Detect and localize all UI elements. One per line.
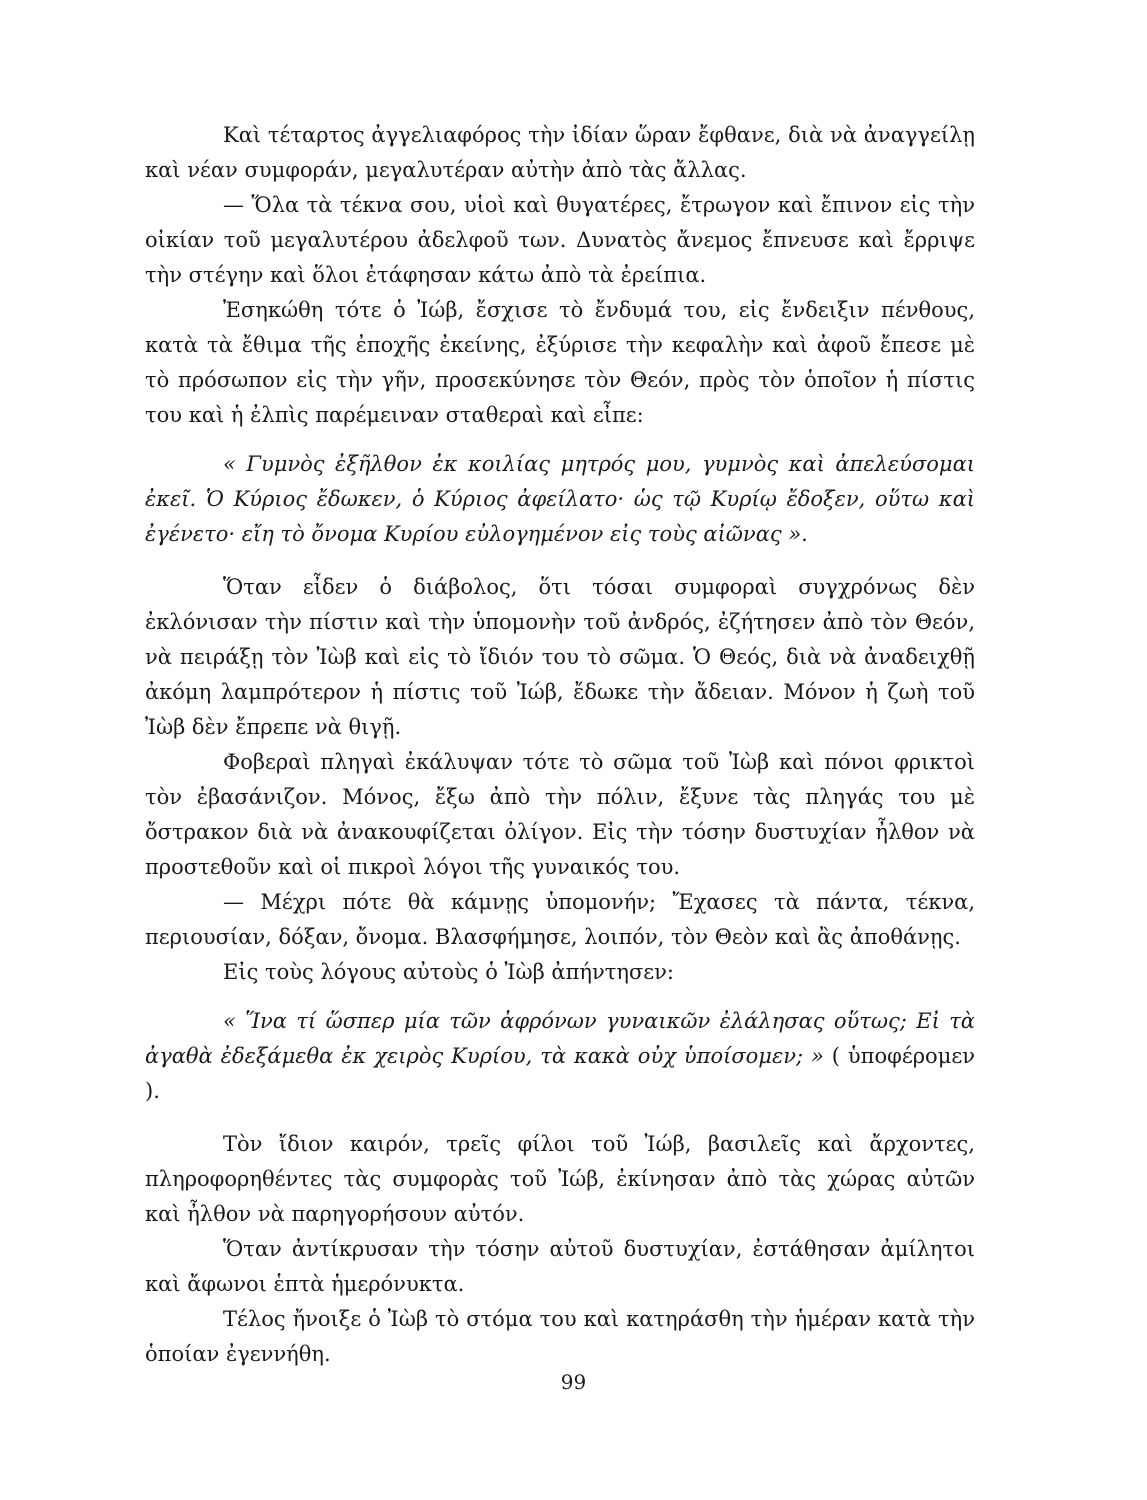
paragraph-7: Εἰς τοὺς λόγους αὐτοὺς ὁ Ἰὼβ ἀπήντησεν:	[223, 960, 675, 984]
page-number: 99	[560, 1370, 587, 1394]
paragraph-1: Καὶ τέταρτος ἀγγελιαφόρος τὴν ἰδίαν ὥραν ἔφθανε, διὰ νὰ ἀναγγείλῃ καὶ νέαν συμφοράν, μεγαλυτέραν αὐτὴν ἀπὸ τὰς ἄλλας.	[145, 123, 975, 182]
quote-2-paragraph	[145, 1004, 975, 1109]
page-body	[145, 118, 975, 1372]
paragraph-3: Ἐσηκώθη τότε ὁ Ἰώβ, ἔσχισε τὸ ἔνδυμά του, εἰς ἔνδειξιν πένθους, κατὰ τὰ ἔθιμα τῆς ἐποχῆς ἐκείνης, ἐξύρισε τὴν κεφαλὴν καὶ ἀφοῦ ἔπεσε μὲ τὸ πρόσωπον εἰς τὴν γῆν, προσεκύνησε τὸν Θεόν, πρὸς τὸν ὁποῖον ἡ πίστις του καὶ ἡ ἐλπὶς παρέμειναν σταθεραὶ καὶ εἶπε:	[145, 298, 975, 427]
paragraph-2: — Ὅλα τὰ τέκνα σου, υἱοὶ καὶ θυγατέρες, ἔτρωγον καὶ ἔπινον εἰς τὴν οἰκίαν τοῦ μεγαλυτέρου ἀδελφοῦ των. Δυνατὸς ἄνεμος ἔπνευσε καὶ ἔρριψε τὴν στέγην καὶ ὅλοι ἐτάφησαν κάτω ἀπὸ τὰ ἐρείπια.	[145, 193, 975, 287]
quote-2: « Ἵνα τί ὥσπερ μία τῶν ἀφρόνων γυναικῶν ἐλάλησας οὕτως; Εἰ τὰ ἀγαθὰ ἐδεξάμεθα ἐκ χειρὸς Κυρίου, τὰ κακὰ οὐχ ὑποίσομεν; »	[145, 1009, 975, 1068]
paragraph-10: Τέλος ἤνοιξε ὁ Ἰὼβ τὸ στόμα του καὶ κατηράσθη τὴν ἡμέραν κατὰ τὴν ὁποίαν ἐγεννήθη.	[145, 1307, 975, 1366]
paragraph-9: Ὅταν ἀντίκρυσαν τὴν τόσην αὐτοῦ δυστυχίαν, ἐστάθησαν ἀμίλητοι καὶ ἄφωνοι ἑπτὰ ἡμερόνυκτα.	[145, 1237, 975, 1296]
paragraph-6: — Μέχρι πότε θὰ κάμνῃς ὑπομονήν; Ἔχασες τὰ πάντα, τέκνα, περιουσίαν, δόξαν, ὄνομα. Βλασφήμησε, λοιπόν, τὸν Θεὸν καὶ ἂς ἀποθάνῃς.	[145, 890, 975, 949]
quote-block-2	[145, 1004, 975, 1109]
paragraph-5: Φοβεραὶ πληγαὶ ἐκάλυψαν τότε τὸ σῶμα τοῦ Ἰὼβ καὶ πόνοι φρικτοὶ τὸν ἐβασάνιζον. Μόνος, ἔξω ἀπὸ τὴν πόλιν, ἔξυνε τὰς πληγάς του μὲ ὄστρακον διὰ νὰ ἀνακουφίζεται ὀλίγον. Εἰς τὴν τόσην δυστυχίαν ἦλθον νὰ προστεθοῦν καὶ οἱ πικροὶ λόγοι τῆς γυναικός του.	[145, 750, 975, 879]
paragraph-4: Ὅταν εἶδεν ὁ διάβολος, ὅτι τόσαι συμφοραὶ συγχρόνως δὲν ἐκλόνισαν τὴν πίστιν καὶ τὴν ὑπομονὴν τοῦ ἀνδρός, ἐζήτησεν ἀπὸ τὸν Θεόν, νὰ πειράξῃ τὸν Ἰὼβ καὶ εἰς τὸ ἴδιόν του τὸ σῶμα. Ὁ Θεός, διὰ νὰ ἀναδειχθῇ ἀκόμη λαμπρότερον ἡ πίστις τοῦ Ἰώβ, ἔδωκε τὴν ἄδειαν. Μόνον ἡ ζωὴ τοῦ Ἰὼβ δὲν ἔπρεπε νὰ θιγῇ.	[145, 575, 975, 739]
quote-2-gloss: ( ὑποφέρομεν ).	[145, 1044, 975, 1103]
paragraph-8: Τὸν ἴδιον καιρόν, τρεῖς φίλοι τοῦ Ἰώβ, βασιλεῖς καὶ ἄρχοντες, πληροφορηθέντες τὰς συμφορὰς τοῦ Ἰώβ, ἐκίνησαν ἀπὸ τὰς χώρας αὐτῶν καὶ ἦλθον νὰ παρηγορήσουν αὐτόν.	[145, 1132, 975, 1226]
quote-block-1	[145, 447, 975, 552]
quote-1: « Γυμνὸς ἐξῆλθον ἐκ κοιλίας μητρός μου, γυμνὸς καὶ ἀπελεύσομαι ἐκεῖ. Ὁ Κύριος ἔδωκεν, ὁ Κύριος ἀφείλατο· ὡς τῷ Κυρίῳ ἔδοξεν, οὕτω καὶ ἐγένετο· εἴη τὸ ὄνομα Κυρίου εὐλογημένον εἰς τοὺς αἰῶνας ».	[145, 452, 975, 546]
